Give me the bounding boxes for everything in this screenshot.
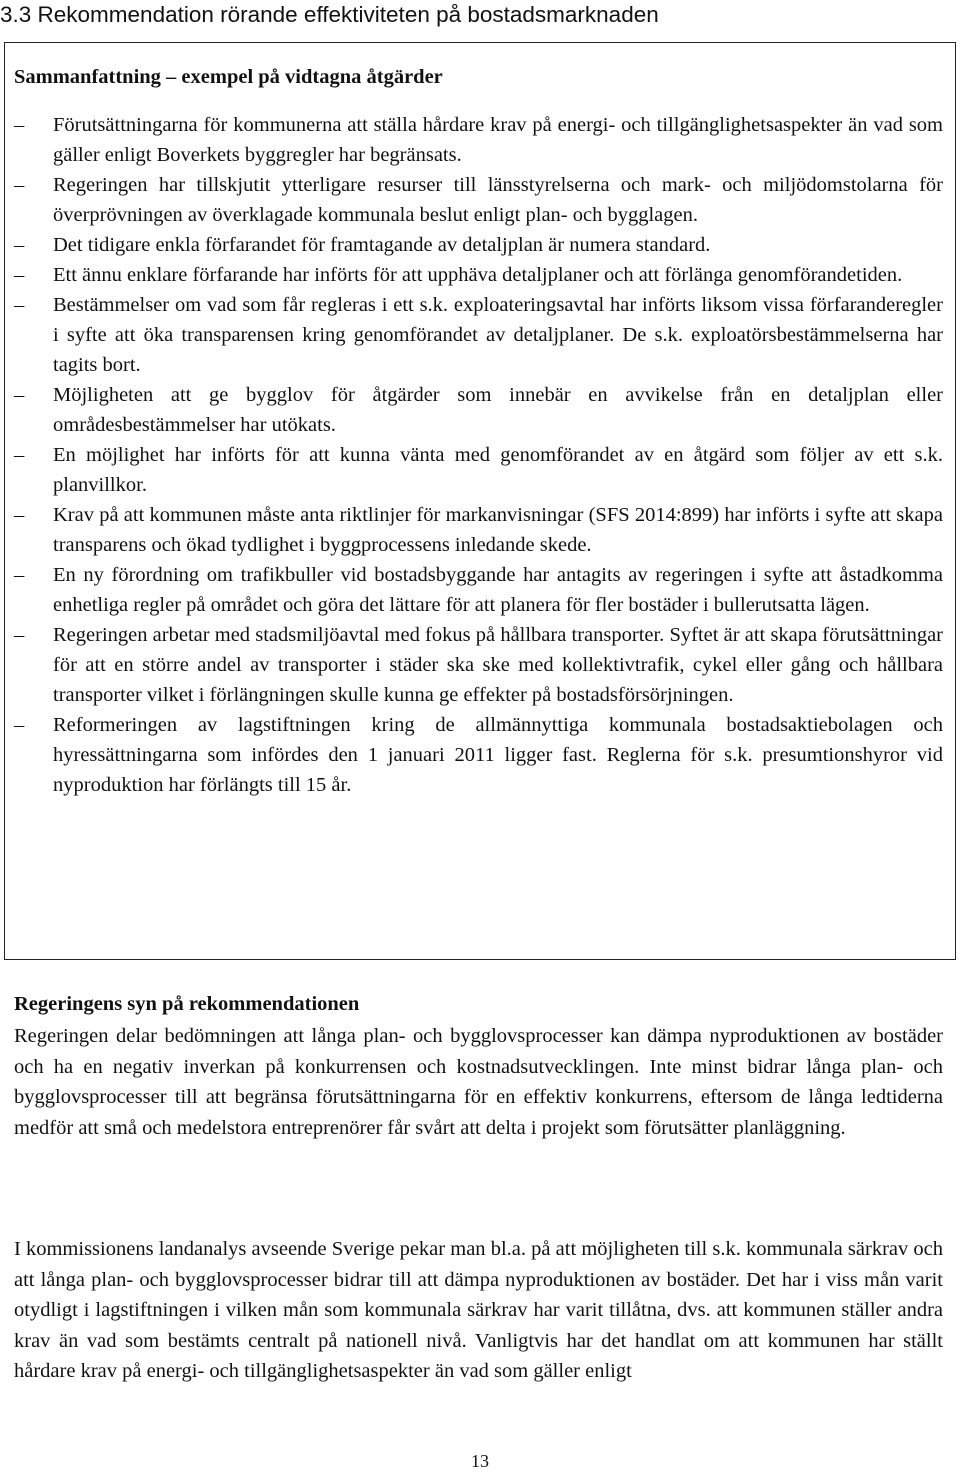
summary-title: Sammanfattning – exempel på vidtagna åtgärder <box>14 66 443 88</box>
list-item <box>14 440 943 500</box>
list-item <box>14 620 943 710</box>
section-heading: 3.3 Rekommendation rörande effektiviteten på bostadsmarknaden <box>0 2 659 27</box>
list-item <box>14 290 943 380</box>
list-item <box>14 710 943 800</box>
bullet-dash: – <box>14 384 25 406</box>
list-item-text: Regeringen har tillskjutit ytterligare resurser till länsstyrelserna och mark- och miljödomstolarna för överprövningen av överklagade kommunala beslut enligt plan- och bygglagen. <box>53 174 943 226</box>
bullet-dash: – <box>14 444 25 466</box>
bullet-dash: – <box>14 174 25 196</box>
list-item <box>14 230 943 260</box>
body-paragraph: Regeringen delar bedömningen att långa plan- och bygglovsprocesser kan dämpa nyproduktionen av bostäder och ha en negativ inverkan på konkurrensen och kostnadsutvecklingen. Inte minst bidrar långa plan- och bygglovsprocesser till att begränsa förutsättningarna för en effektiv konkurrens, eftersom de långa ledtiderna medför att små och medelstora entreprenörer får svårt att delta i projekt som förutsätter planläggning. <box>14 1025 943 1139</box>
list-item <box>14 170 943 230</box>
bullet-dash: – <box>14 624 25 646</box>
list-item-text: En ny förordning om trafikbuller vid bostadsbyggande har antagits av regeringen i syfte att åstadkomma enhetliga regler på området och göra det lättare för att planera för fler bostäder i bullerutsatta lägen. <box>53 564 943 616</box>
list-item-text: Förutsättningarna för kommunerna att ställa hårdare krav på energi- och tillgänglighetsaspekter än vad som gäller enligt Boverkets byggregler har begränsats. <box>53 114 943 166</box>
list-item <box>14 110 943 170</box>
list-item <box>14 380 943 440</box>
bullet-dash: – <box>14 234 25 256</box>
list-item-text: Bestämmelser om vad som får regleras i ett s.k. exploateringsavtal har införts liksom vissa förfaranderegler i syfte att öka transparensen kring genomförandet av detaljplaner. De s.k. exploatörsbestämmelserna har tagits bort. <box>53 294 943 376</box>
list-item-text: Krav på att kommunen måste anta riktlinjer för markanvisningar (SFS 2014:899) har införts i syfte att skapa transparens och ökad tydlighet i byggprocessens inledande skede. <box>53 504 943 556</box>
bullet-dash: – <box>14 504 25 526</box>
page-number: 13 <box>471 1451 489 1471</box>
list-item <box>14 500 943 560</box>
list-item <box>14 260 943 290</box>
bullet-dash: – <box>14 564 25 586</box>
list-item-text: Möjligheten att ge bygglov för åtgärder som innebär en avvikelse från en detaljplan eller områdesbestämmelser har utökats. <box>53 384 943 436</box>
body-paragraph: I kommissionens landanalys avseende Sverige pekar man bl.a. på att möjligheten till s.k. kommunala särkrav och att långa plan- och bygglovsprocesser bidrar till att dämpa nyproduktionen av bostäder. Det har i viss mån varit otydligt i lagstiftningen i vilken mån som kommunala särkrav har varit tillåtna, dvs. att kommunen ställer andra krav än vad som bestämts centralt på nationell nivå. Vanligtvis har det handlat om att kommunen har ställt hårdare krav på energi- och tillgänglighetsaspekter än vad som gäller enligt <box>14 1238 943 1382</box>
list-item-text: Det tidigare enkla förfarandet för framtagande av detaljplan är numera standard. <box>53 234 711 256</box>
bullet-dash: – <box>14 114 25 136</box>
list-item-text: Regeringen arbetar med stadsmiljöavtal med fokus på hållbara transporter. Syftet är att skapa förutsättningar för att en större andel av transporter i städer ska ske med kollektivtrafik, cykel eller gång och hållbara transporter vilket i förlängningen skulle kunna ge effekter på bostadsförsörjningen. <box>53 624 943 706</box>
list-item-text: Ett ännu enklare förfarande har införts för att upphäva detaljplaner och att förlänga genomförandetiden. <box>53 264 903 286</box>
government-view-title: Regeringens syn på rekommendationen <box>14 993 360 1015</box>
list-item-text: En möjlighet har införts för att kunna vänta med genomförandet av en åtgärd som följer av ett s.k. planvillkor. <box>53 444 943 496</box>
list-item <box>14 560 943 620</box>
bullet-dash: – <box>14 264 25 286</box>
bullet-dash: – <box>14 294 25 316</box>
summary-bullet-list <box>14 110 943 800</box>
list-item-text: Reformeringen av lagstiftningen kring de allmännyttiga kommunala bostadsaktiebolagen och hyressättningarna som infördes den 1 januari 2011 ligger fast. Reglerna för s.k. presumtionshyror vid nyproduktion har förlängts till 15 år. <box>53 714 943 796</box>
bullet-dash: – <box>14 714 25 736</box>
